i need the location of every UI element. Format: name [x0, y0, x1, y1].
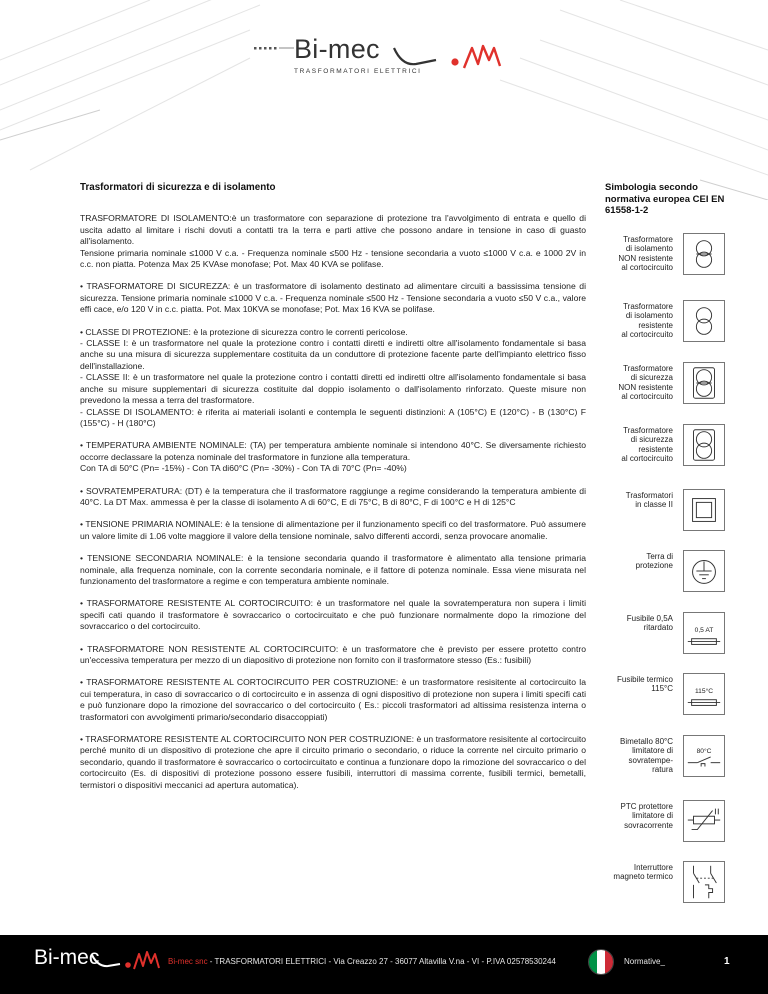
footer-brand: Bi-mec snc: [168, 957, 208, 966]
paragraph-safety-transformer: • TRASFORMATORE DI SICUREZZA: è un trasformatore di isolamento destinato ad alimentare circuiti a bassissima tensione di sicurezza. Tensione primaria nominale ≤1000 V c.a. - Frequenza nominale ≤500 Hz - Tensione secondaria a vuoto ≤50 V c.a., valore effi cace, e/o 120 V in c.c. piatta. Pot. Max 10KVA se monofase; Pot. Max 16 KVA se polifase.: [80, 281, 586, 315]
italian-flag-icon: [588, 949, 614, 975]
paragraph-secondary-voltage: • TENSIONE SECONDARIA NOMINALE: è la tensione secondaria quando il trasformatore è alimentato alla tensione primaria nominale, alla frequenza nominale, con la corrente secondaria nominale, e il fattore di potenza nominale. Essa viene misurata nel funzionamento del trasformatore a regime e con temperatura ambiente nominale.: [80, 553, 586, 586]
symbol-label: Trasformatori in classe II: [625, 491, 673, 510]
footer-section-label: Normative_: [624, 957, 665, 966]
thermal-fuse-rating-text: 115°C: [694, 688, 714, 696]
symbol-label: Trasformatore di sicurezza NON resistente al cortocircuito: [618, 364, 673, 401]
footer: [0, 935, 768, 994]
paragraph-non-short-circuit-proof: • TRASFORMATORE NON RESISTENTE AL CORTOCIRCUITO: è un trasformatore che è previsto per essere protetto contro un'eccessiva temperatura per mezzo di un diapositivo di protezione non fornito con il trasformatore stesso (Es.: fusibili): [80, 643, 586, 665]
fuse-rating-text: 0,5 AT: [694, 627, 714, 635]
symbol-label: Trasformatore di isolamento resistente al cortocircuito: [621, 302, 673, 339]
isolation-transformer-non-short-circuit-proof-icon: [683, 233, 725, 275]
background-decoration: [0, 0, 768, 200]
main-content: [80, 182, 586, 802]
symbol-label: Interruttore magneto termico: [613, 863, 673, 882]
footer-logo-wave-icon: [90, 947, 160, 973]
isolation-transformer-short-circuit-proof-icon: [683, 300, 725, 342]
bimetal-limiter-icon: [683, 735, 725, 777]
logo-dots-icon: [250, 36, 294, 56]
page-title: Trasformatori di sicurezza e di isolamento: [80, 182, 276, 193]
symbol-label: Fusibile termico 115°C: [616, 675, 673, 694]
footer-address: - TRASFORMATORI ELETTRICI - Via Creazzo 27 - 36077 Altavilla V.na - VI - P.IVA 02578530244: [207, 957, 556, 966]
ptc-protector-icon: [683, 800, 725, 842]
symbol-label: Bimetallo 80°C limitatore di sovratempe- ratura: [620, 737, 673, 774]
paragraph-short-circuit-proof: • TRASFORMATORE RESISTENTE AL CORTOCIRCUITO: è un trasformatore nel quale la sovratemperatura non supera i limiti specifi cati quando il trasformatore è sovraccarico o cortocircuitato e che può funzionare normalmente dopo la rimozione del sovraccarico o del cortocircuito.: [80, 598, 586, 632]
symbols-legend: [605, 182, 725, 882]
logo-wave-icon: [392, 40, 522, 74]
safety-transformer-short-circuit-proof-icon: [683, 424, 725, 466]
symbol-label: Terra di protezione: [635, 552, 673, 571]
protective-earth-icon: [683, 550, 725, 592]
paragraph-non-inherently-short-circuit-proof: • TRASFORMATORE RESISTENTE AL CORTOCIRCUITO NON PER COSTRUZIONE: è un trasformatore resisitente al cortocircuito perché munito di un dispositivo di protezione che apre il circuito primario o secondario, o riduce la corrente nel circuito primario o secondario, quando il trasformatore è sovraccarico o cortocircuitato e continua a funzionare dopo la rimozione del sovraccarico o del cortocircuito (Es. di dispositivi di protezione possono essere fusibili, interruttori di massima corrente, fusibili termici, bemetalli, termistori o dispositivi meccanici ad apertura automatica).: [80, 734, 587, 790]
symbol-label: Trasformatore di isolamento NON resistente al cortocircuito: [618, 235, 673, 272]
thermal-fuse-icon: [683, 673, 725, 715]
header-logo: [250, 36, 530, 86]
page-number: 1: [724, 956, 730, 967]
paragraph-overtemperature: • SOVRATEMPERATURA: (DT) è la temperatura che il trasformatore raggiunge a regime considerando la temperatura ambiente di 40°C. La DT Max. ammessa è per la classe di isolamento A di 60°C, E di 75°C, B di 80°C, F di 100°C e H di 125°C: [80, 485, 586, 507]
paragraph-protection-class: • CLASSE DI PROTEZIONE: è la protezione di sicurezza contro le correnti pericolose. - CLASSE I: è un trasformatore nel quale la protezione contro i contatti diretti e indiretti oltre all'isolamento fondamentale si basa anche su una misura di sicurezza supplementare costituita da un conduttore di protezione facente parte dell'impianto elettrico fisso dell'installazione. - CLASSE II: è un trasformatore nel quale la protezione contro i contatti diretti ed indiretti oltre all'isolamento fondamentale si basa anche su misure supplementari di sicurezza costituite dal doppio isolamento o dall'isolamento rinforzato. Queste misure non prevedono la messa a terra del trasformatore. - CLASSE DI ISOLAMENTO: è riferita ai materiali isolanti e contempla le seguenti distinzioni: A (105°C) E (120°C) - B (130°C) F (155°C) - H (180°C): [80, 326, 586, 428]
paragraph-primary-voltage: • TENSIONE PRIMARIA NOMINALE: è la tensione di alimentazione per il funzionamento specifi co del trasformatore. Può assumere un valore limite di 1.06 volte maggiore il valore della tensione nominale, salvo differenti accordi, senza provocare anomalie.: [80, 519, 586, 541]
delayed-fuse-icon: [683, 612, 725, 654]
safety-transformer-non-short-circuit-proof-icon: [683, 362, 725, 404]
footer-logo-name: Bi-mec: [34, 946, 100, 969]
symbol-label: Trasformatore di sicurezza resistente al cortocircuito: [621, 426, 673, 463]
symbol-label: PTC protettore limitatore di sovracorrente: [620, 802, 673, 830]
thermal-magnetic-breaker-icon: [683, 861, 725, 903]
logo-tagline: TRASFORMATORI ELETTRICI: [294, 68, 422, 75]
bimetal-rating-text: 80°C: [696, 748, 712, 756]
footer-company-info: [168, 957, 556, 966]
symbol-label: Fusibile 0,5A ritardato: [626, 614, 673, 633]
paragraph-ambient-temperature: • TEMPERATURA AMBIENTE NOMINALE: (TA) per temperatura ambiente nominale si intendono 40°C. Se diversamente richiesto occorre declassare la potenza nominale del trasformatore in funzione alla temperatura. Con TA di 50°C (Pn= -15%) - Con TA di60°C (Pn= -30%) - Con TA di 70°C (Pn= -40%): [80, 440, 586, 474]
logo-name: Bi-mec: [294, 34, 380, 64]
symbols-title: Simbologia secondo normativa europea CEI EN 61558-1-2: [605, 182, 725, 216]
paragraph-inherently-short-circuit-proof: • TRASFORMATORE RESISTENTE AL CORTOCIRCUITO PER COSTRUZIONE: è un trasformatore resisitente al cortocircuito la cui temperatura, in caso di sovraccarico o di cortocircuito e in assenza di ogni dispositivo di protezione non supera i limiti specifi cati e può funzionare dopo la rimozione del sovraccarico o del cortocircuito ( Es.: piccoli trasformatori ad altissima resistenza interna o trasformatori con avvolgimenti primario/secondario disaccoppiati): [80, 677, 586, 722]
paragraph-isolation-transformer: TRASFORMATORE DI ISOLAMENTO:è un trasformatore con separazione di protezione tra l'avvolgimento di entrata e quello di uscita adatto al limitare i rischi dovuti a contatti tra la terra e parti attive che possono andare in tensione in caso di guasto all'isolamento. Tensione primaria nominale ≤1000 V c.a. - Frequenza nominale ≤500 Hz - tensione secondaria a vuoto ≤1000 V c.a. e 1000 2V in c.c. non piatta. Potenza Max 25 KVAse monofase; Pot. Max 40 KVA se polifase.: [80, 213, 586, 270]
class-ii-double-square-icon: [683, 489, 725, 531]
